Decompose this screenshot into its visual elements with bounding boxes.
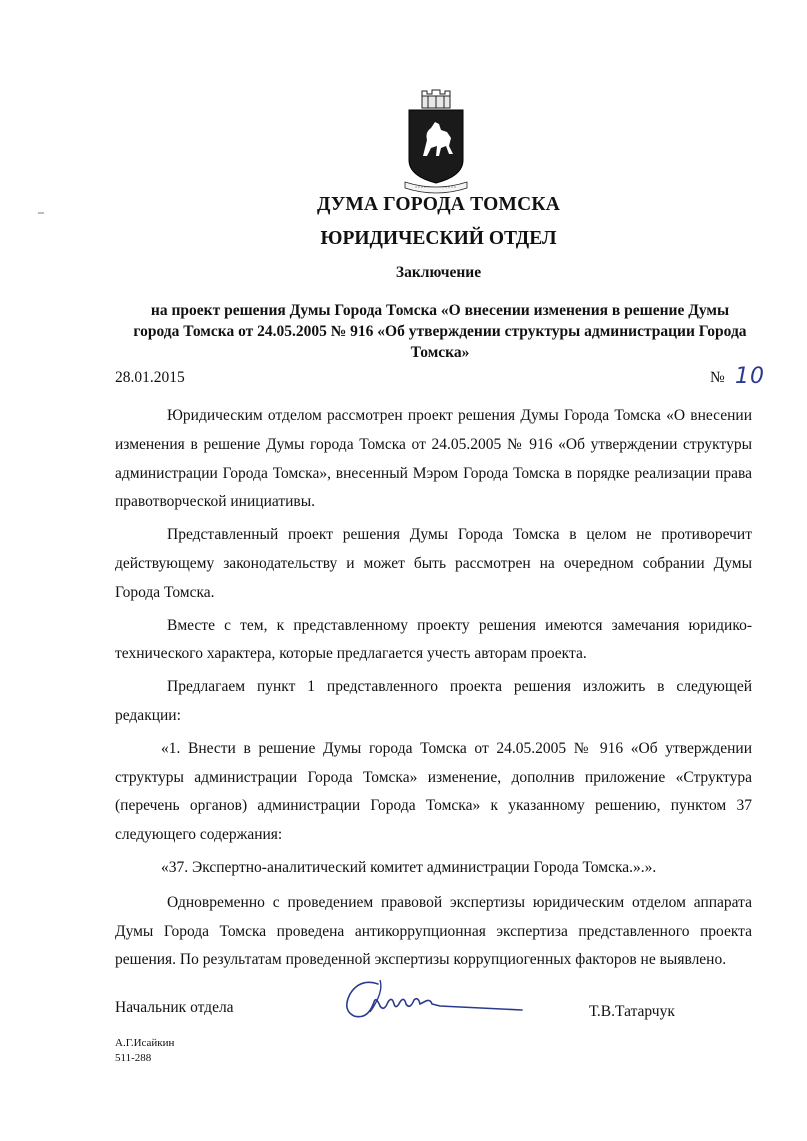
document-body bbox=[115, 402, 752, 979]
signer-position: Начальник отдела bbox=[115, 999, 234, 1016]
handwritten-signature bbox=[340, 972, 525, 1027]
paragraph: Одновременно с проведением правовой экспертизы юридическим отделом аппарата Думы Города Томска проведена антикоррупционная экспертиза представленного проекта решения. По результатам проведенной экспертизы коррупциогенных факторов не выявлено. bbox=[115, 893, 752, 969]
coat-of-arms-icon bbox=[401, 88, 471, 198]
document-type: Заключение bbox=[395, 264, 482, 281]
document-number-value: 10 bbox=[735, 364, 765, 389]
quoted-item: «37. Экспертно-аналитический комитет администрации Города Томска.».». bbox=[161, 858, 657, 876]
executor-phone: 511-288 bbox=[115, 1052, 152, 1064]
document-subject: на проект решения Думы Города Томска «О внесении изменения в решение Думы города Томска от 24.05.2005 № 916 «Об утверждении структуры администрации Города Томска» bbox=[133, 302, 747, 361]
paragraph: Представленный проект решения Думы Города Томска в целом не противоречит действующему законодательству и может быть рассмотрен на очередном собрании Думы Города Томска. bbox=[115, 526, 752, 601]
signer-name: Т.В.Татарчук bbox=[589, 1003, 675, 1020]
executor-name: А.Г.Исайкин bbox=[115, 1037, 175, 1049]
quoted-amendment: «1. Внести в решение Думы города Томска от 24.05.2005 № 916 «Об утверждении структуры администрации Города Томска» изменение, дополнив приложение «Структура (перечень органов) администрации Города Томска» к указанному решению, пунктом 37 следующего содержания: bbox=[115, 739, 752, 844]
department-title: ЮРИДИЧЕСКИЙ ОТДЕЛ bbox=[320, 228, 557, 249]
paragraph: Юридическим отделом рассмотрен проект решения Думы Города Томска «О внесении изменения в решение Думы города Томска от 24.05.2005 № 916 «Об утверждении структуры администрации Города Томска», внесенный Мэром Города Томска в порядке реализации права правотворческой инициативы. bbox=[115, 407, 752, 511]
document-number-label: № bbox=[710, 369, 725, 386]
organization-title: ДУМА ГОРОДА ТОМСКА bbox=[316, 194, 560, 215]
paragraph: Вместе с тем, к представленному проекту решения имеются замечания юридико-технического характера, которые предлагается учесть авторам проекта. bbox=[115, 616, 752, 663]
document-date: 28.01.2015 bbox=[115, 369, 185, 386]
paragraph: Предлагаем пункт 1 представленного проекта решения изложить в следующей редакции: bbox=[115, 678, 752, 724]
